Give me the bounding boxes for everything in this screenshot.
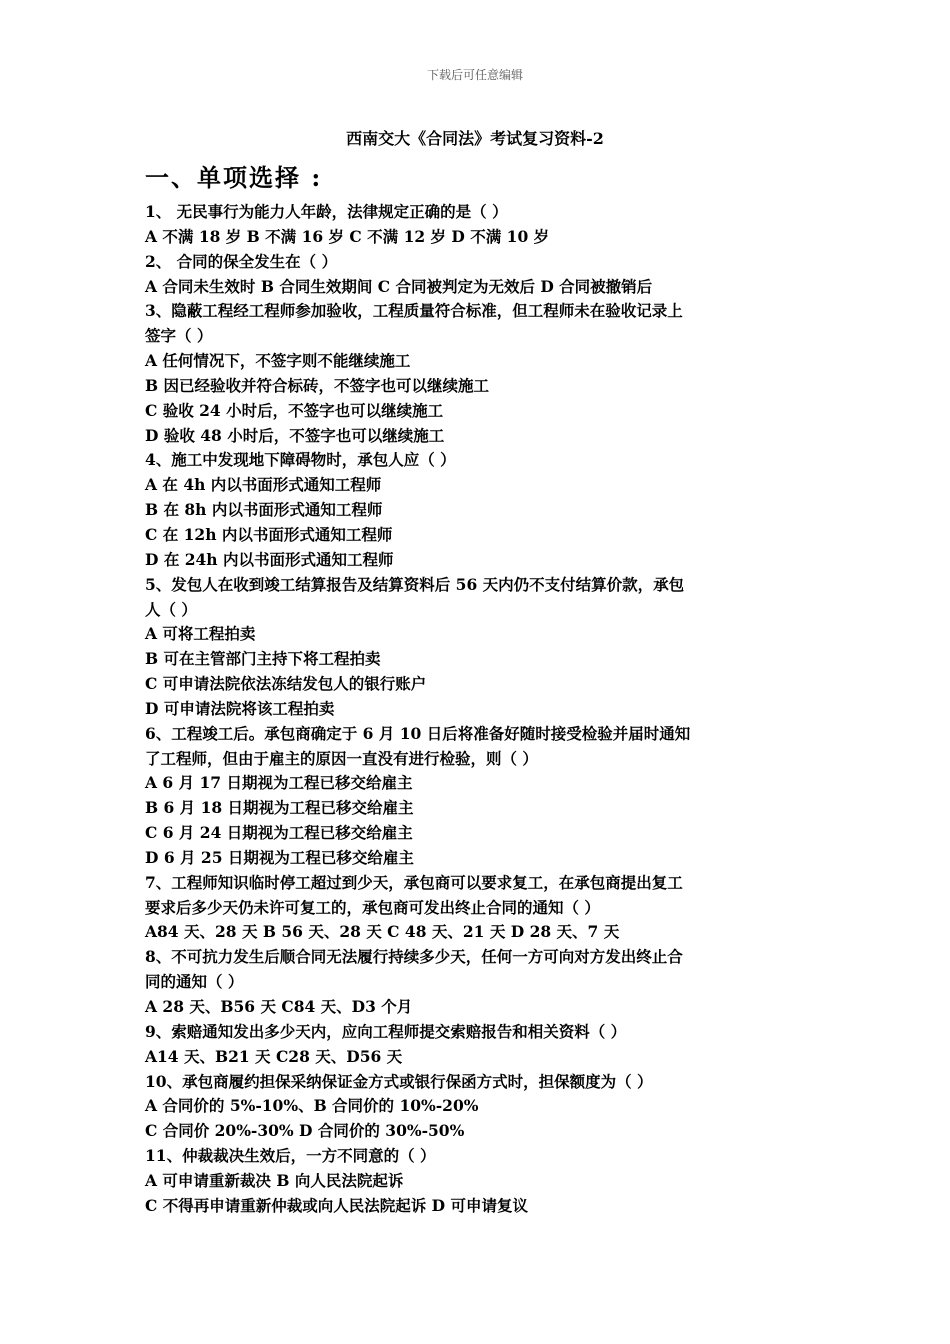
page-header-note: 下载后可任意编辑 xyxy=(426,68,523,82)
text-line: 9、索赔通知发出多少天内，应向工程师提交索赔报告和相关资料（ ） xyxy=(145,1021,627,1041)
text-line: 4、施工中发现地下障碍物时，承包人应（ ） xyxy=(145,450,456,470)
section-heading: 一、单项选择 : xyxy=(145,163,323,192)
text-line: C 不得再申请重新仲裁或向人民法院起诉 D 可申请复议 xyxy=(145,1195,528,1215)
text-line: B 可在主管部门主持下将工程拍卖 xyxy=(145,649,381,669)
text-line: 人（ ） xyxy=(145,599,197,619)
text-line: D 验收 48 小时后，不签字也可以继续施工 xyxy=(145,425,445,445)
text-line: A84 天、28 天 B 56 天、28 天 C 48 天、21 天 D 28 天、7 天 xyxy=(145,922,620,942)
text-line: B 因已经验收并符合标砖，不签字也可以继续施工 xyxy=(145,375,489,395)
text-line: C 6 月 24 日期视为工程已移交给雇主 xyxy=(145,823,413,843)
text-line: D 6 月 25 日期视为工程已移交给雇主 xyxy=(145,847,414,867)
text-line: A 合同未生效时 B 合同生效期间 C 合同被判定为无效后 D 合同被撤销后 xyxy=(145,276,653,296)
text-line: 5、发包人在收到竣工结算报告及结算资料后 56 天内仍不支付结算价款，承包 xyxy=(145,574,685,594)
text-line: 8、不可抗力发生后顺合同无法履行持续多少天，任何一方可向对方发出终止合 xyxy=(145,947,683,967)
text-line: A 合同价的 5%-10%、B 合同价的 10%-20% xyxy=(145,1096,479,1116)
text-line: 同的通知（ ） xyxy=(145,972,244,992)
text-line: 7、工程师知识临时停工超过到少天，承包商可以要求复工，在承包商提出复工 xyxy=(145,872,683,892)
text-line: 2、 合同的保全发生在（ ） xyxy=(145,251,338,271)
text-line: D 在 24h 内以书面形式通知工程师 xyxy=(145,549,394,569)
text-line: C 合同价 20%-30% D 合同价的 30%-50% xyxy=(145,1121,465,1141)
text-line: A 可申请重新裁决 B 向人民法院起诉 xyxy=(145,1170,404,1190)
text-line: A 6 月 17 日期视为工程已移交给雇主 xyxy=(145,773,413,793)
text-line: A 任何情况下，不签字则不能继续施工 xyxy=(145,351,411,371)
text-line: A 28 天、B56 天 C84 天、D3 个月 xyxy=(145,997,413,1016)
text-line: 签字（ ） xyxy=(145,326,213,346)
text-line: C 验收 24 小时后，不签字也可以继续施工 xyxy=(145,400,444,420)
text-line: 6、工程竣工后。承包商确定于 6 月 10 日后将准备好随时接受检验并届时通知 xyxy=(145,723,691,743)
document-body xyxy=(145,200,825,1219)
text-line: D 可申请法院将该工程拍卖 xyxy=(145,698,335,718)
text-line: C 在 12h 内以书面形式通知工程师 xyxy=(145,524,393,544)
text-line: C 可申请法院依法冻结发包人的银行账户 xyxy=(145,674,427,694)
text-line: 了工程师，但由于雇主的原因一直没有进行检验，则（ ） xyxy=(145,748,538,768)
text-line: 要求后多少天仍未许可复工的，承包商可发出终止合同的通知（ ） xyxy=(145,897,600,917)
text-line: 3、隐蔽工程经工程师参加验收，工程质量符合标准，但工程师未在验收记录上 xyxy=(145,301,683,321)
text-line: B 6 月 18 日期视为工程已移交给雇主 xyxy=(145,798,414,818)
text-line: 1、 无民事行为能力人年龄，法律规定正确的是（ ） xyxy=(145,202,508,221)
text-line: B 在 8h 内以书面形式通知工程师 xyxy=(145,500,383,520)
text-line: A 在 4h 内以书面形式通知工程师 xyxy=(145,475,382,495)
text-line: A14 天、B21 天 C28 天、D56 天 xyxy=(145,1046,403,1066)
text-line: 10、承包商履约担保采纳保证金方式或银行保函方式时，担保额度为（ ） xyxy=(145,1071,653,1091)
text-line: 11、仲裁裁决生效后，一方不同意的（ ） xyxy=(145,1146,436,1166)
document-title: 西南交大《合同法》考试复习资料-2 xyxy=(346,129,604,148)
text-line: A 可将工程拍卖 xyxy=(145,624,256,644)
text-line: A 不满 18 岁 B 不满 16 岁 C 不满 12 岁 D 不满 10 岁 xyxy=(145,226,550,246)
